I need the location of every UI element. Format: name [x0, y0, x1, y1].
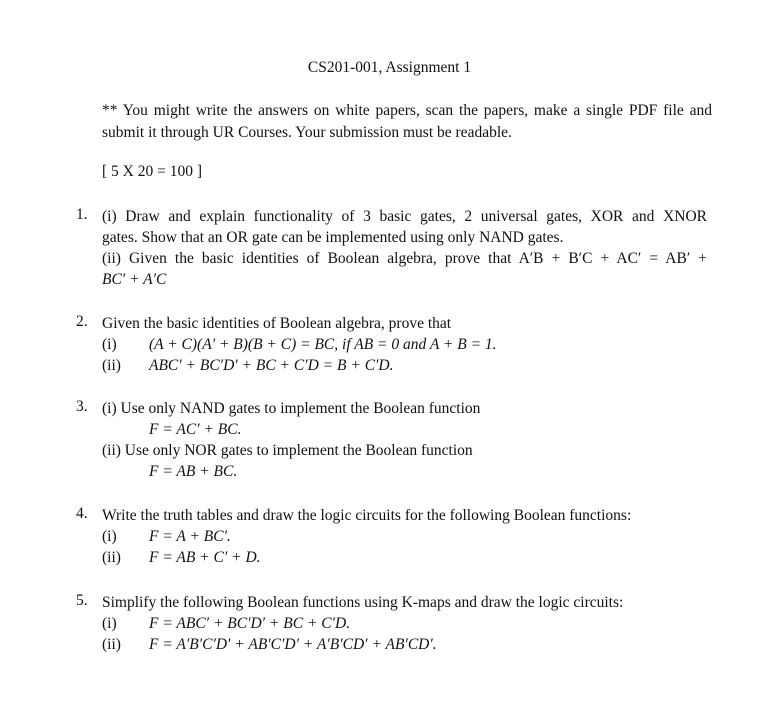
question-2-item-i [102, 334, 707, 355]
item-label: (i) [102, 528, 117, 545]
question-1-line-3: (ii) Given the basic identities of Boolean algebra, prove that A′B + B′C + AC′ = AB′ + [102, 250, 707, 267]
submission-note: ** You might write the answers on white papers, scan the papers, make a single PDF file and submit it through UR Courses. Your submission must be readable. [102, 102, 712, 141]
item-label: (i) [102, 336, 117, 353]
item-text: (A + C)(A′ + B)(B + C) = BC, if AB = 0 and A + B = 1. [149, 336, 497, 353]
question-1-line-4: BC′ + A′C [102, 271, 167, 288]
question-number: 4. [76, 505, 88, 522]
item-label: (ii) [102, 357, 121, 374]
document-title: CS201-001, Assignment 1 [307, 59, 472, 76]
question-number: 2. [76, 313, 88, 330]
item-text: ABC′ + BC′D′ + BC + C′D = B + C′D. [149, 357, 394, 374]
item-text: F = ABC′ + BC′D′ + BC + C′D. [149, 615, 351, 632]
question-2-intro: Given the basic identities of Boolean algebra, prove that [102, 315, 452, 332]
question-1-line-1: (i) Draw and explain functionality of 3 basic gates, 2 universal gates, XOR and XNOR [102, 208, 707, 225]
question-3-line-2: (ii) Use only NOR gates to implement the Boolean function [102, 442, 473, 459]
question-3-function-2: F = AB + BC. [149, 463, 238, 480]
item-label: (ii) [102, 636, 121, 653]
item-text: F = A + BC′. [149, 528, 231, 545]
question-4-intro: Write the truth tables and draw the logic circuits for the following Boolean functions: [102, 507, 632, 524]
item-text: F = AB + C′ + D. [149, 549, 261, 566]
marks-summary: [ 5 X 20 = 100 ] [102, 163, 203, 180]
question-5-item-ii [102, 634, 707, 655]
question-2-item-ii [102, 355, 707, 376]
question-5-item-i [102, 613, 707, 634]
item-text: F = A′B′C′D′ + AB′C′D′ + A′B′CD′ + AB′CD′. [149, 636, 437, 653]
question-3-line-1: (i) Use only NAND gates to implement the Boolean function [102, 400, 481, 417]
item-label: (i) [102, 615, 117, 632]
question-number: 3. [76, 398, 88, 415]
question-3-function-1: F = AC′ + BC. [149, 421, 242, 438]
question-5-intro: Simplify the following Boolean functions using K-maps and draw the logic circuits: [102, 594, 624, 611]
question-1-line-2: gates. Show that an OR gate can be implemented using only NAND gates. [102, 229, 564, 246]
question-4-item-i [102, 526, 707, 547]
item-label: (ii) [102, 549, 121, 566]
question-number: 1. [76, 206, 88, 223]
question-4-item-ii [102, 547, 707, 568]
question-number: 5. [76, 592, 88, 609]
